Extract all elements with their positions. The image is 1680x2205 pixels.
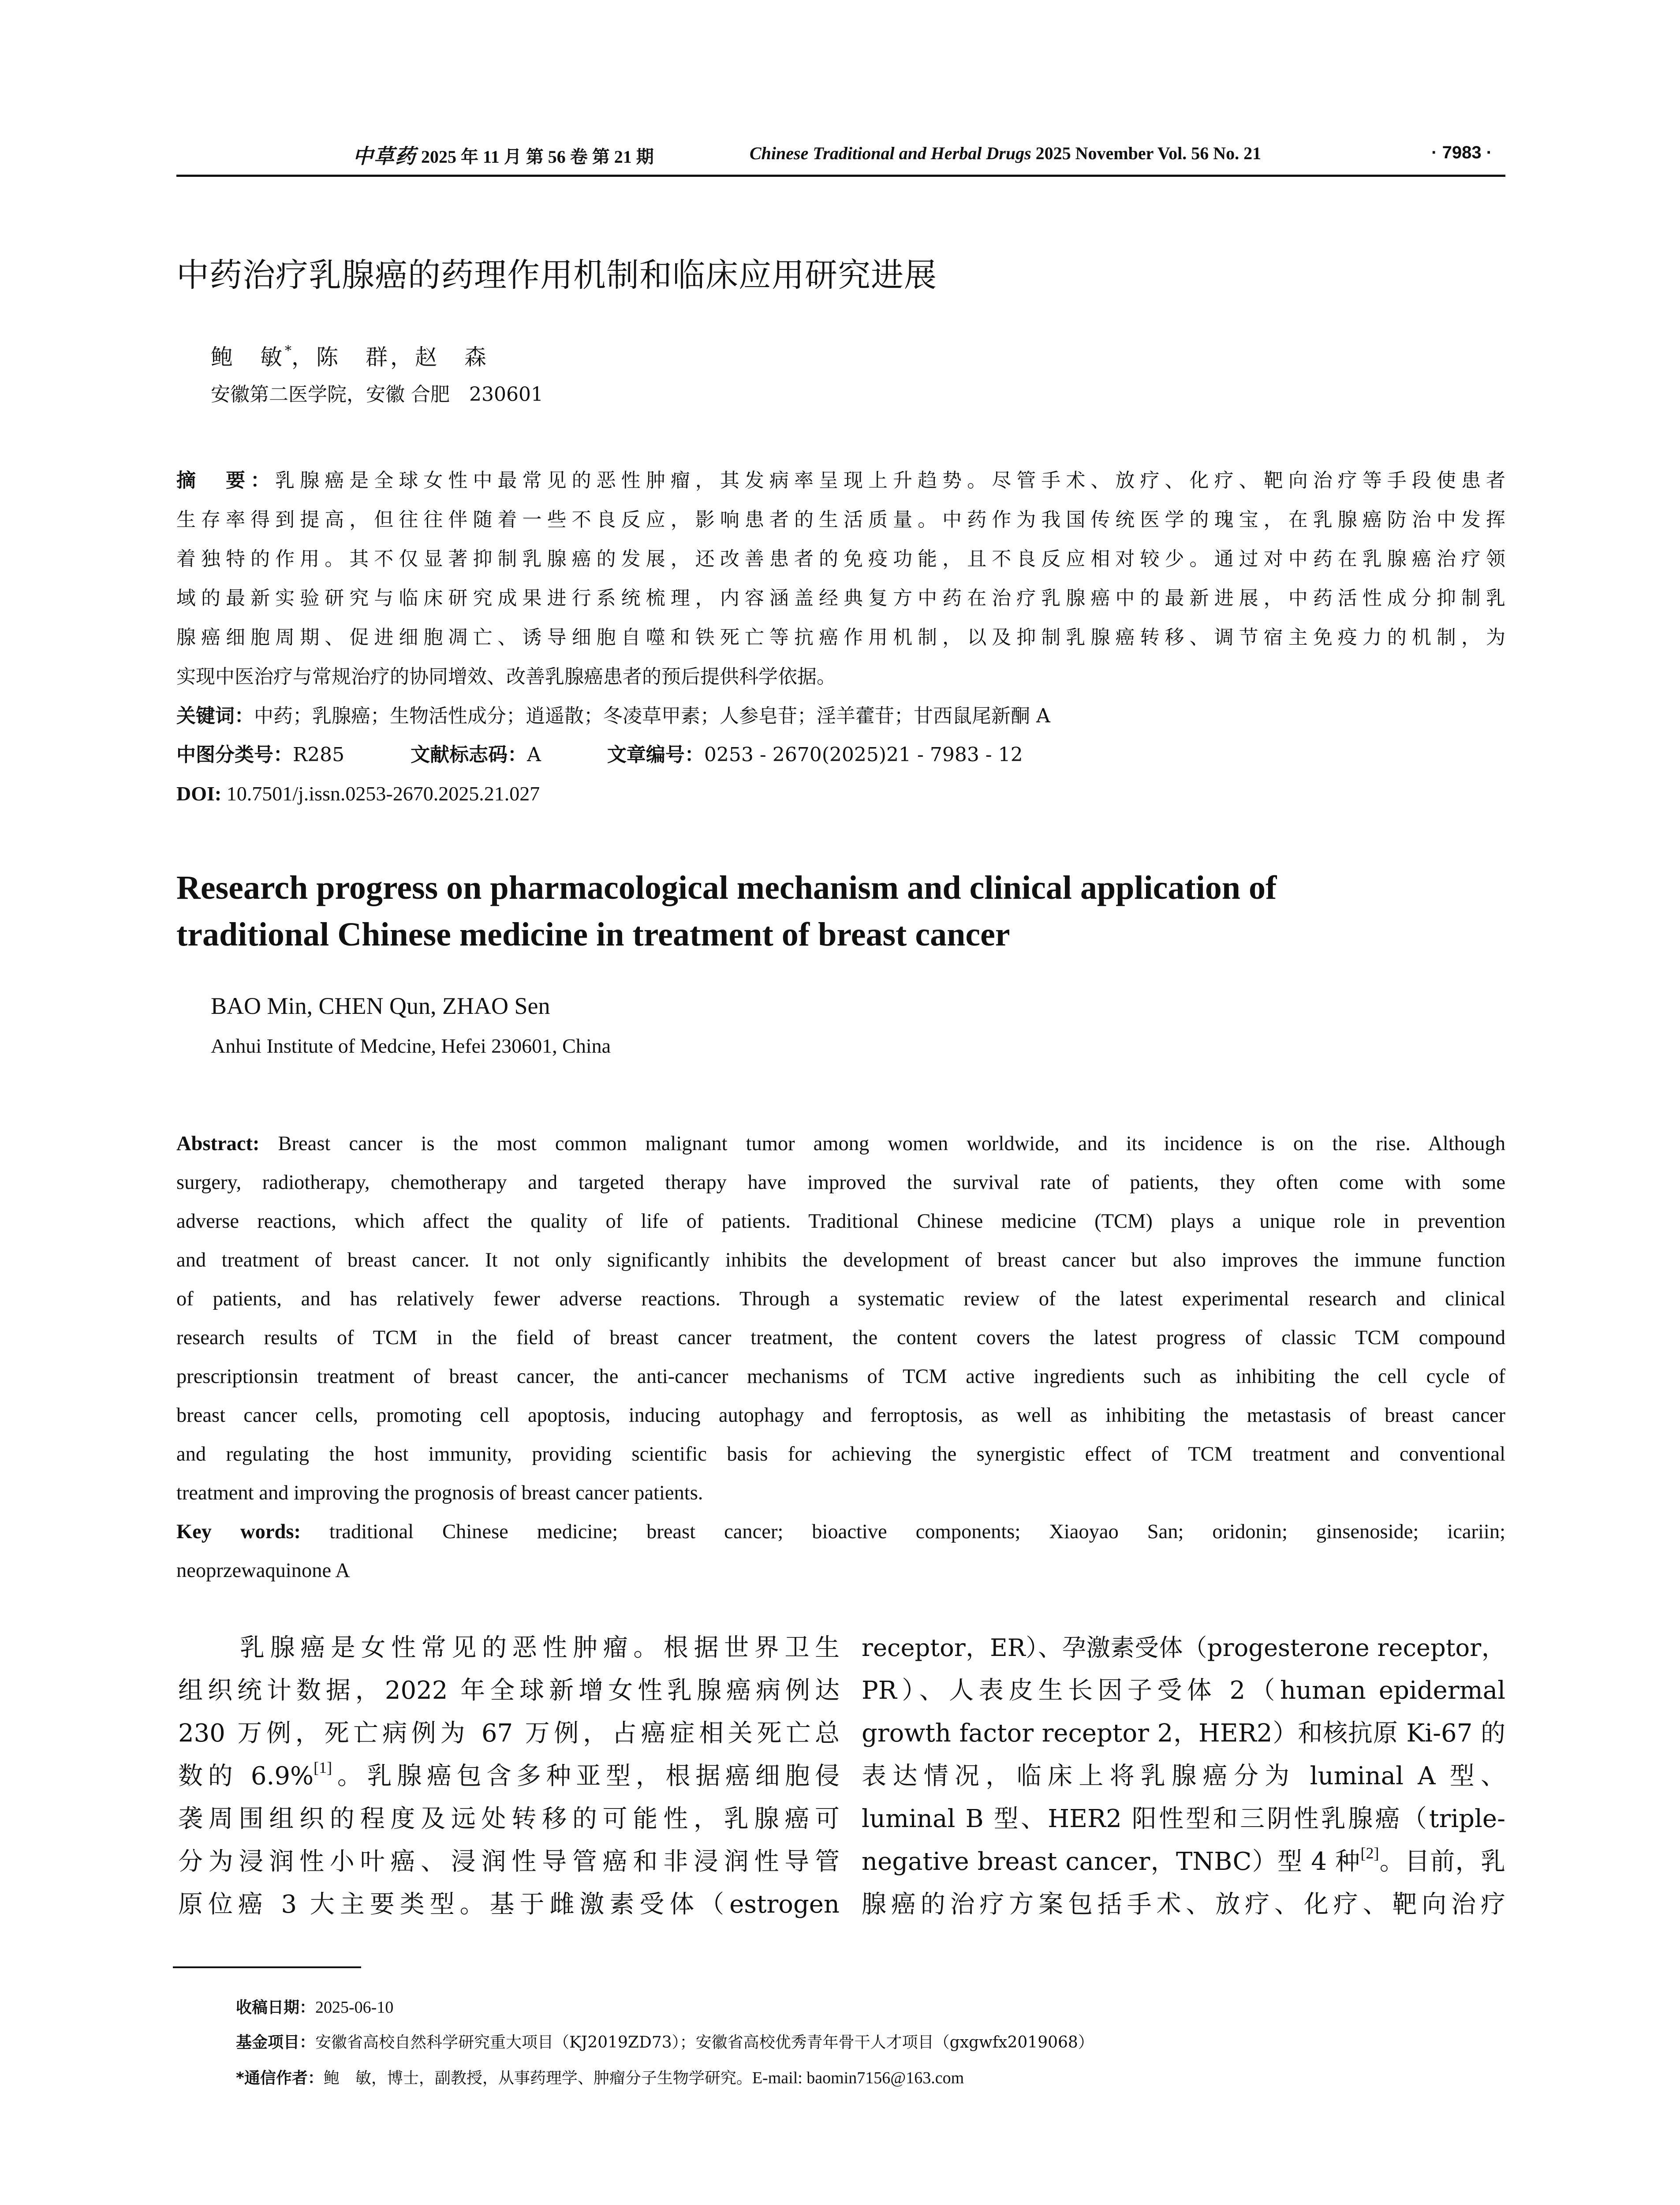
doi-row [176,774,1505,813]
keywords-en-text: traditional Chinese medicine; breast cancer; bioactive components; Xiaoyao San; oridonin; ginsenoside; icariin; [329,1521,1505,1543]
abstract-en-line [176,1125,1505,1163]
article-number-label: 文章编号： [607,744,704,766]
keywords-en-continued: neoprzewaquinone A [176,1559,350,1582]
body-text: 数的 6.9% [178,1762,314,1790]
abstract-cn-line: 着独特的作用。其不仅显著抑制乳腺癌的发展，还改善患者的免疫功能，且不良反应相对较少。通过对中药在乳腺癌治疗领 [176,548,1505,570]
abstract-en-line: surgery, radiotherapy, chemotherapy and targeted therapy have improved the survival rate of patients, they often come with some [176,1171,1505,1194]
article-number-value: 0253 - 2670(2025)21 - 7983 - 12 [704,744,1023,766]
article-metadata-cn [176,697,1505,813]
funding-text: 安徽省高校自然科学研究重大项目（KJ2019ZD73）；安徽省高校优秀青年骨干人才项目（gxgwfx2019068） [315,2033,1094,2052]
footnote-received [236,1990,1094,2025]
corresponding-author-mark: * [285,343,291,359]
issue-info-en [750,143,1261,164]
article-title-en [176,864,1505,958]
abstract-cn-line [176,461,1505,500]
author-1-cn: 鲍 敏 [211,344,285,370]
body-text-line: PR）、人表皮生长因子受体 2（human epidermal [862,1676,1505,1705]
keywords-cn [176,697,1505,736]
body-text-line: 腺癌的治疗方案包括手术、放疗、化疗、靶向治疗 [862,1890,1505,1919]
body-text: 。目前，乳 [1379,1847,1505,1876]
doi-link[interactable]: 10.7501/j.issn.0253-2670.2025.21.027 [226,782,540,805]
footnote-corresponding-author [236,2060,1094,2096]
page-number: · 7983 · [1431,143,1492,162]
body-text-line: luminal B 型、HER2 阳性型和三阴性乳腺癌（triple- [862,1805,1505,1833]
abstract-en-label: Abstract: [176,1132,260,1155]
body-text-line: receptor，ER）、孕激素受体（progesterone receptor， [862,1634,1505,1662]
body-text-line: 230 万例，死亡病例为 67 万例，占癌症相关死亡总 [178,1719,840,1748]
article-title-en-line: Research progress on pharmacological mechanism and clinical application of [176,869,1277,906]
journal-name-cn: 中草药 [353,144,416,168]
abstract-cn-line: 腺癌细胞周期、促进细胞凋亡、诱导细胞自噬和铁死亡等抗癌作用机制，以及抑制乳腺癌转移、调节宿主免疫力的机制，为 [176,626,1505,649]
doc-code-value: A [527,744,541,766]
abstract-cn-line: 域的最新实验研究与临床研究成果进行系统梳理，内容涵盖经典复方中药在治疗乳腺癌中的最新进展，中药活性成分抑制乳 [176,587,1505,609]
body-text-line: 表达情况，临床上将乳腺癌分为 luminal A 型、 [862,1762,1505,1790]
abstract-en-line: of patients, and has relatively fewer adverse reactions. Through a systematic review of the latest experimental research and clinical [176,1288,1505,1310]
abstract-cn-line: 实现中医治疗与常规治疗的协同增效、改善乳腺癌患者的预后提供科学依据。 [176,665,836,688]
header-rule [176,175,1505,177]
received-label: 收稿日期： [236,1999,316,2017]
doc-code-label: 文献标志码： [411,744,527,766]
abstract-en [176,1125,1505,1590]
issue-details-en: 2025 November Vol. 56 No. 21 [1035,143,1262,163]
other-authors-cn: ，陈 群，赵 森 [291,344,489,370]
body-text: 。乳腺癌包含多种亚型，根据癌细胞侵 [332,1762,840,1790]
affiliation-en: Anhui Institute of Medcine, Hefei 230601, China [211,1035,611,1057]
clc-value: R285 [293,744,345,766]
funding-label: 基金项目： [236,2033,316,2052]
abstract-en-line: research results of TCM in the field of breast cancer treatment, the content covers the latest progress of classic TCM compound [176,1327,1505,1349]
body-text: negative breast cancer，TNBC）型 4 种 [862,1847,1361,1876]
abstract-en-line: treatment and improving the prognosis of breast cancer patients. [176,1482,703,1504]
body-text-line: 分为浸润性小叶癌、浸润性导管癌和非浸润性导管 [178,1847,840,1876]
abstract-en-line: and regulating the host immunity, providing scientific basis for achieving the synergistic effect of TCM treatment and conventional [176,1443,1505,1465]
body-text-line: 袭周围组织的程度及远处转移的可能性，乳腺癌可 [178,1805,840,1833]
corresponding-author-text: 鲍 敏，博士，副教授，从事药理学、肿瘤分子生物学研究。 [323,2069,752,2087]
abstract-en-line: adverse reactions, which affect the quality of life of patients. Traditional Chinese medicine (TCM) plays a unique role in prevention [176,1210,1505,1233]
article-title-en-line: traditional Chinese medicine in treatment of breast cancer [176,916,1010,953]
running-header [176,140,1505,171]
keywords-en [176,1513,1505,1551]
abstract-cn [176,461,1505,696]
received-date: 2025-06-10 [315,1998,394,2017]
affiliation-cn: 安徽第二医学院，安徽 合肥 230601 [211,383,543,406]
body-column-right [862,1626,1505,1926]
abstract-en-line: prescriptionsin treatment of breast cancer, the anti-cancer mechanisms of TCM active ingredients such as inhibiting the cell cycle of [176,1365,1505,1388]
journal-name-en: Chinese Traditional and Herbal Drugs [750,143,1031,163]
keywords-en-label: Key words: [176,1521,301,1543]
article-title-cn: 中药治疗乳腺癌的药理作用机制和临床应用研究进展 [176,256,937,294]
abstract-en-line: breast cancer cells, promoting cell apoptosis, inducing autophagy and ferroptosis, as well as inhibiting the metastasis of breast cancer [176,1404,1505,1427]
body-text-line: 乳腺癌是女性常见的恶性肿瘤。根据世界卫生 [240,1633,840,1662]
authors-cn [211,340,489,371]
corresponding-author-email[interactable]: E-mail: baomin7156@163.com [752,2069,964,2087]
abstract-cn-label: 摘 要： [176,469,276,492]
body-text-line [862,1840,1505,1883]
abstract-en-text: Breast cancer is the most common malignant tumor among women worldwide, and its incidence is on the rise. Although [278,1132,1506,1155]
abstract-cn-text: 乳腺癌是全球女性中最常见的恶性肿瘤，其发病率呈现上升趋势。尽管手术、放疗、化疗、靶向治疗等手段使患者 [275,469,1506,492]
abstract-cn-line: 生存率得到提高，但往往伴随着一些不良反应，影响患者的生活质量。中药作为我国传统医学的瑰宝，在乳腺癌防治中发挥 [176,508,1505,531]
footnotes [236,1990,1094,2096]
corresponding-author-label: *通信作者： [236,2069,324,2087]
clc-label: 中图分类号： [176,744,293,766]
body-text-line [178,1755,840,1798]
footnote-rule [173,1966,361,1968]
citation-reference[interactable]: [1] [314,1759,332,1776]
footnote-funding [236,2025,1094,2060]
body-text-line: 组织统计数据，2022 年全球新增女性乳腺癌病例达 [178,1676,840,1705]
authors-en: BAO Min, CHEN Qun, ZHAO Sen [211,993,550,1019]
body-text-line: growth factor receptor 2，HER2）和核抗原 Ki-67 的 [862,1719,1505,1748]
issue-info-cn: 2025 年 11 月 第 56 卷 第 21 期 [421,147,654,167]
body-text-line: 原位癌 3 大主要类型。基于雌激素受体（estrogen [178,1890,840,1919]
doi-label: DOI: [176,782,222,805]
classification-row [176,736,1505,774]
keywords-cn-label: 关键词： [176,705,254,727]
citation-reference[interactable]: [2] [1360,1844,1379,1862]
body-column-left [178,1626,840,1926]
keywords-cn-text: 中药；乳腺癌；生物活性成分；逍遥散；冬凌草甲素；人参皂苷；淫羊藿苷；甘西鼠尾新酮 A [254,705,1050,727]
abstract-en-line: and treatment of breast cancer. It not only significantly inhibits the development of breast cancer but also improves the immune function [176,1249,1505,1271]
